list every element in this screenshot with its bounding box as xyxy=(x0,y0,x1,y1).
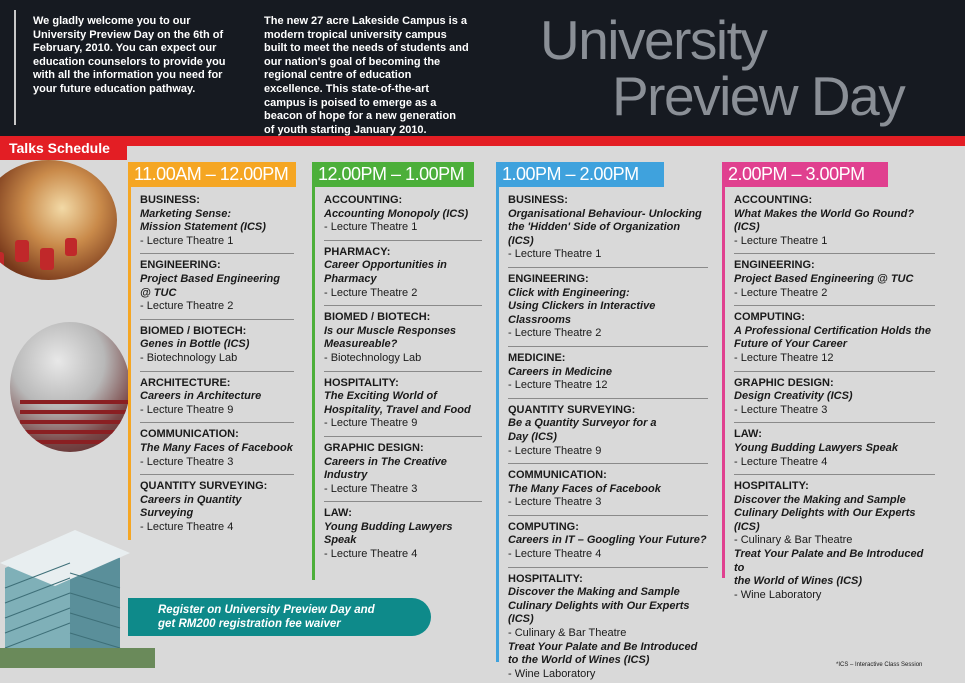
venue-label: - Lecture Theatre 12 xyxy=(508,379,608,392)
talk-title: Measureable? xyxy=(324,338,398,351)
talk-title: the World of Wines (ICS) xyxy=(734,575,863,588)
ics-footnote: *ICS – Interactive Class Session xyxy=(836,662,923,668)
talk-title: Design Creativity (ICS) xyxy=(734,390,853,403)
talk-list xyxy=(140,194,294,544)
talk-title: Be a Quantity Surveyor for a xyxy=(508,417,657,430)
campus-text xyxy=(264,15,486,137)
talk-title: Click with Engineering: xyxy=(508,286,630,299)
department-label: HOSPITALITY: xyxy=(734,480,809,493)
department-label: ENGINEERING: xyxy=(140,259,221,272)
talk-title: Pharmacy xyxy=(324,272,377,285)
talk-title: Day (ICS) xyxy=(508,430,557,443)
talk-list xyxy=(734,194,935,612)
red-divider-bar xyxy=(0,136,965,146)
talk-title: The Many Faces of Facebook xyxy=(140,441,293,454)
talk-title: Discover the Making and Sample xyxy=(508,586,680,599)
talk-item xyxy=(734,480,935,607)
venue-label: - Wine Laboratory xyxy=(508,667,596,680)
talk-item xyxy=(140,428,294,475)
talk-title: Treat Your Palate and Be Introduced to xyxy=(734,548,924,574)
campus-building-photo xyxy=(0,508,155,668)
talk-item xyxy=(140,194,294,254)
talk-title: Organisational Behaviour- Unlocking xyxy=(508,207,702,220)
venue-label: - Culinary & Bar Theatre xyxy=(734,534,853,547)
talk-title: @ TUC xyxy=(140,286,177,299)
talk-title: Careers in The Creative xyxy=(324,455,447,468)
welcome-line: your future education pathway. xyxy=(33,82,196,95)
department-label: ENGINEERING: xyxy=(734,259,815,272)
talk-title: Careers in Architecture xyxy=(140,390,262,403)
talk-title: Careers in IT – Googling Your Future? xyxy=(508,534,707,547)
venue-label: - Biotechnology Lab xyxy=(324,351,422,364)
column-accent-bar xyxy=(496,162,499,662)
talk-item xyxy=(324,311,482,371)
talk-list xyxy=(508,194,708,683)
talk-title: Is our Muscle Responses xyxy=(324,324,457,337)
talk-title: A Professional Certification Holds the xyxy=(734,324,932,337)
column-accent-bar xyxy=(312,162,315,580)
talk-title: Genes in Bottle (ICS) xyxy=(140,338,250,351)
campus-line: built to meet the needs of students and xyxy=(264,42,469,55)
talk-title: Culinary Delights with Our Experts (ICS) xyxy=(734,507,916,533)
department-label: COMMUNICATION: xyxy=(508,469,607,482)
talk-title: Young Budding Lawyers xyxy=(324,520,453,533)
venue-label: - Wine Laboratory xyxy=(734,588,822,601)
venue-label: - Biotechnology Lab xyxy=(140,351,238,364)
talk-title: Discover the Making and Sample xyxy=(734,493,906,506)
welcome-line: with all the information you need for xyxy=(33,69,223,82)
talk-title: Accounting Monopoly (ICS) xyxy=(324,207,469,220)
talk-title: the 'Hidden' Side of Organization (ICS) xyxy=(508,221,681,247)
venue-label: - Lecture Theatre 2 xyxy=(508,327,602,340)
department-label: HOSPITALITY: xyxy=(324,376,399,389)
department-label: LAW: xyxy=(324,507,352,520)
department-label: ARCHITECTURE: xyxy=(140,376,231,389)
talk-title: Hospitality, Travel and Food xyxy=(324,403,471,416)
talk-title: Young Budding Lawyers Speak xyxy=(734,441,899,454)
talk-item xyxy=(734,194,935,254)
talk-title: Careers in Quantity Surveying xyxy=(140,493,242,520)
page-title xyxy=(540,9,905,127)
department-label: HOSPITALITY: xyxy=(508,572,583,585)
department-label: ENGINEERING: xyxy=(508,272,589,285)
department-label: BUSINESS: xyxy=(508,194,568,206)
talk-item xyxy=(324,507,482,566)
campus-line: excellence. This state-of-the-art xyxy=(264,82,430,95)
talk-list xyxy=(324,194,482,572)
talk-title: Careers in Medicine xyxy=(508,365,612,378)
department-label: ACCOUNTING: xyxy=(324,194,403,206)
header-banner xyxy=(0,0,965,136)
talk-title: Mission Statement (ICS) xyxy=(140,221,266,234)
venue-label: - Lecture Theatre 3 xyxy=(508,496,602,509)
talk-item xyxy=(734,311,935,371)
talk-title: Career Opportunities in xyxy=(324,259,447,272)
talk-item xyxy=(734,377,935,424)
talk-item xyxy=(324,194,482,241)
talk-title: Using Clickers in Interactive Classrooms xyxy=(508,300,656,326)
time-slot-header: 12.00PM – 1.00PM xyxy=(312,162,474,187)
column-accent-bar xyxy=(128,162,131,540)
campus-line: The new 27 acre Lakeside Campus is a xyxy=(264,15,467,27)
time-slot-header: 2.00PM – 3.00PM xyxy=(722,162,888,187)
talk-item xyxy=(734,259,935,306)
talk-item xyxy=(508,404,708,464)
restaurant-photo xyxy=(0,160,117,280)
talk-title: What Makes the World Go Round? (ICS) xyxy=(734,207,915,234)
talk-item xyxy=(508,273,708,347)
talk-item xyxy=(140,325,294,372)
venue-label: - Lecture Theatre 1 xyxy=(734,234,828,247)
talk-item xyxy=(508,469,708,516)
welcome-line: February, 2010. You can expect our xyxy=(33,42,217,55)
time-slot-header: 1.00PM – 2.00PM xyxy=(496,162,664,187)
department-label: QUANTITY SURVEYING: xyxy=(508,403,636,416)
welcome-line: University Preview Day on the 6th of xyxy=(33,28,224,41)
talk-item xyxy=(508,352,708,399)
talk-item xyxy=(508,521,708,568)
department-label: COMPUTING: xyxy=(508,520,579,533)
venue-label: - Lecture Theatre 9 xyxy=(508,444,602,457)
department-label: BIOMED / BIOTECH: xyxy=(140,324,247,337)
venue-label: - Lecture Theatre 3 xyxy=(140,455,234,468)
talk-title: Project Based Engineering @ TUC xyxy=(734,272,914,285)
campus-line: modern tropical university campus xyxy=(264,28,447,41)
campus-line: regional centre of education xyxy=(264,69,412,82)
venue-label: - Lecture Theatre 9 xyxy=(140,403,234,416)
talk-title: Speak xyxy=(324,534,357,547)
venue-label: - Lecture Theatre 9 xyxy=(324,417,418,430)
register-line: Register on University Preview Day and xyxy=(158,604,375,616)
talk-title: Marketing Sense: xyxy=(140,207,232,220)
department-label: COMPUTING: xyxy=(734,311,805,324)
venue-label: - Lecture Theatre 12 xyxy=(734,351,834,364)
talk-title: The Many Faces of Facebook xyxy=(508,482,661,495)
talk-item xyxy=(508,194,708,268)
campus-line: our nation's goal of becoming the xyxy=(264,55,441,68)
venue-label: - Lecture Theatre 4 xyxy=(508,548,602,561)
talk-title: Project Based Engineering xyxy=(140,272,280,285)
venue-label: - Lecture Theatre 1 xyxy=(508,248,602,261)
talk-title: The Exciting World of xyxy=(324,390,437,403)
talk-item xyxy=(324,246,482,306)
venue-label: - Lecture Theatre 4 xyxy=(734,455,828,468)
department-label: MEDICINE: xyxy=(508,351,566,364)
talk-item xyxy=(140,480,294,539)
department-label: GRAPHIC DESIGN: xyxy=(324,441,424,454)
lecture-theatre-photo xyxy=(10,322,130,452)
talk-title: Future of Your Career xyxy=(734,338,848,351)
venue-label: - Culinary & Bar Theatre xyxy=(508,627,627,640)
department-label: PHARMACY: xyxy=(324,245,391,258)
department-label: ACCOUNTING: xyxy=(734,194,813,206)
department-label: QUANTITY SURVEYING: xyxy=(140,480,268,493)
welcome-text xyxy=(33,15,238,97)
campus-line: campus is poised to emerge as a xyxy=(264,96,437,109)
talk-item xyxy=(324,442,482,502)
venue-label: - Lecture Theatre 4 xyxy=(324,548,418,561)
campus-line: beacon of hope for a new generation xyxy=(264,110,456,123)
talk-title: Industry xyxy=(324,469,368,482)
talk-item xyxy=(140,377,294,424)
welcome-line: education counselors to provide you xyxy=(33,55,226,68)
talk-item xyxy=(508,573,708,683)
talk-item xyxy=(734,428,935,475)
title-line-2: Preview Day xyxy=(612,65,905,127)
header-accent-line xyxy=(14,10,16,125)
department-label: COMMUNICATION: xyxy=(140,428,239,441)
venue-label: - Lecture Theatre 2 xyxy=(734,286,828,299)
campus-line: of youth starting January 2010. xyxy=(264,123,427,136)
talk-title: to the World of Wines (ICS) xyxy=(508,654,650,667)
venue-label: - Lecture Theatre 2 xyxy=(324,286,418,299)
register-banner[interactable] xyxy=(128,598,431,636)
talk-item xyxy=(140,259,294,319)
title-line-1: University xyxy=(540,9,767,71)
welcome-line: We gladly welcome you to our xyxy=(33,15,191,27)
venue-label: - Lecture Theatre 1 xyxy=(324,221,418,234)
talks-schedule-tab: Talks Schedule xyxy=(0,136,127,160)
column-accent-bar xyxy=(722,162,725,578)
venue-label: - Lecture Theatre 4 xyxy=(140,520,234,533)
time-slot-header: 11.00AM – 12.00PM xyxy=(128,162,296,187)
venue-label: - Lecture Theatre 3 xyxy=(324,482,418,495)
venue-label: - Lecture Theatre 3 xyxy=(734,403,828,416)
department-label: BUSINESS: xyxy=(140,194,200,206)
talk-title: Culinary Delights with Our Experts (ICS) xyxy=(508,599,690,626)
talk-item xyxy=(324,377,482,437)
talk-title: Treat Your Palate and Be Introduced xyxy=(508,640,698,653)
department-label: BIOMED / BIOTECH: xyxy=(324,311,431,324)
department-label: GRAPHIC DESIGN: xyxy=(734,376,834,389)
department-label: LAW: xyxy=(734,428,762,441)
venue-label: - Lecture Theatre 2 xyxy=(140,300,234,313)
register-line: get RM200 registration fee waiver xyxy=(158,618,341,630)
venue-label: - Lecture Theatre 1 xyxy=(140,234,234,247)
